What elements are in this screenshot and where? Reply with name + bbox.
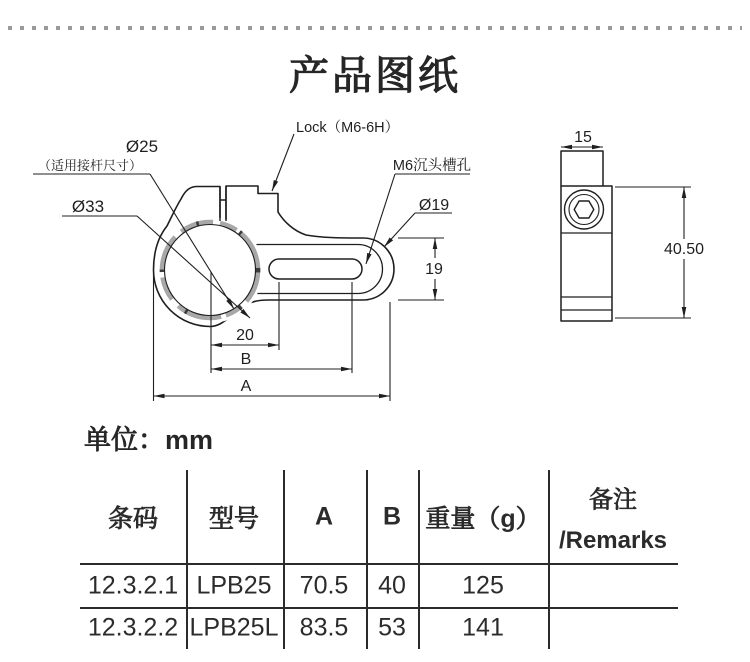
unit-label: 单位：mm	[84, 425, 214, 455]
dim-A: A	[240, 378, 252, 395]
table-divider	[283, 470, 285, 649]
label-end-dia: Ø19	[418, 197, 450, 214]
front-view	[154, 186, 394, 327]
header-a: A	[314, 502, 334, 531]
header-b: B	[382, 502, 402, 531]
cell-b: 53	[378, 613, 406, 642]
dim-40-50: 40.50	[663, 241, 705, 258]
dim-15: 15	[574, 129, 592, 146]
table-divider	[80, 607, 678, 609]
side-body	[561, 186, 612, 321]
cell-model: LPB25	[196, 571, 272, 600]
label-bore-dia: Ø25	[125, 137, 159, 156]
table-divider	[418, 470, 420, 649]
table-divider	[366, 470, 368, 649]
label-bore-note: （适用接杆尺寸）	[37, 158, 143, 173]
cell-a: 70.5	[299, 571, 349, 600]
cell-barcode: 12.3.2.1	[87, 571, 179, 600]
cell-barcode: 12.3.2.2	[87, 613, 179, 642]
clamp-slot	[220, 186, 226, 221]
dim-B: B	[240, 351, 252, 368]
label-counterbore: M6沉头槽孔	[392, 158, 472, 174]
page-title: 产品图纸	[289, 54, 461, 98]
cell-b: 40	[378, 571, 406, 600]
header-model: 型号	[208, 505, 260, 533]
table-divider	[186, 470, 188, 649]
header-remarks-line2: /Remarks	[558, 527, 668, 554]
cell-model: LPB25L	[189, 613, 279, 642]
table-divider	[548, 470, 550, 649]
label-lock: Lock（M6-6H）	[296, 120, 400, 136]
label-boss-dia: Ø33	[71, 197, 105, 216]
header-remarks-line1: 备注	[589, 486, 637, 514]
side-view	[561, 151, 612, 321]
header-weight: 重量（g）	[425, 505, 541, 533]
cell-weight: 125	[462, 571, 504, 600]
table-divider	[80, 563, 678, 565]
cell-weight: 141	[462, 613, 504, 642]
cell-a: 83.5	[299, 613, 349, 642]
dim-20: 20	[236, 327, 254, 344]
dim-19: 19	[425, 261, 443, 278]
side-cap	[561, 151, 603, 186]
header-barcode: 条码	[107, 505, 159, 533]
